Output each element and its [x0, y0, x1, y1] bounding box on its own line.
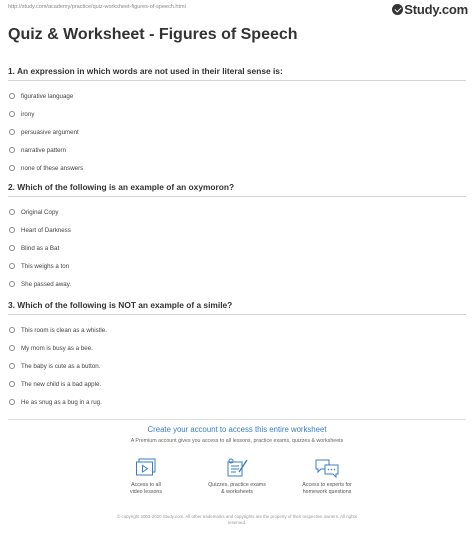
radio-icon[interactable]: [9, 363, 15, 369]
answer-label: Blind as a Bat: [21, 244, 60, 252]
answer-label: none of these answers: [21, 164, 84, 172]
feature-label-line2: video lessons: [129, 489, 163, 495]
feature-label-line1: Access to all: [131, 482, 161, 488]
answer-label: persuasive argument: [21, 128, 79, 136]
promo-subtitle: A Premium account gives you access to all lessons, practice exams, quizzes & worksheets: [130, 438, 344, 444]
answer-option[interactable]: [8, 159, 466, 177]
answer-label: He as snug as a bug in a rug.: [21, 398, 102, 406]
logo-text: Study.com: [404, 2, 468, 17]
feature-quizzes: [189, 458, 285, 496]
question-text: 3. Which of the following is NOT an example of a simile?: [8, 300, 466, 315]
answer-option[interactable]: [8, 393, 466, 411]
answer-label: irony: [21, 110, 35, 118]
radio-icon[interactable]: [9, 165, 15, 171]
checkmark-icon: [392, 4, 403, 15]
radio-icon[interactable]: [9, 147, 15, 153]
feature-experts: [279, 458, 375, 496]
feature-label-line1: Quizzes, practice exams: [208, 482, 266, 488]
answer-label: narrative pattern: [21, 146, 67, 154]
copyright-line2: reserved.: [227, 520, 247, 525]
feature-label-line2: homework questions: [302, 489, 352, 495]
quizzes-icon: [225, 458, 249, 478]
answer-option[interactable]: [8, 375, 466, 393]
question-text: 2. Which of the following is an example of an oxymoron?: [8, 182, 466, 197]
feature-video-lessons: [98, 458, 194, 496]
feature-label-line1: Access to experts for: [302, 482, 352, 488]
question-1: [8, 66, 466, 177]
answer-option[interactable]: [8, 339, 466, 357]
radio-icon[interactable]: [9, 245, 15, 251]
radio-icon[interactable]: [9, 281, 15, 287]
answer-option[interactable]: [8, 221, 466, 239]
answer-label: This weighs a ton: [21, 262, 70, 270]
answer-label: My mom is busy as a bee.: [21, 344, 93, 352]
page-title: Quiz & Worksheet - Figures of Speech: [8, 26, 298, 43]
question-text: 1. An expression in which words are not used in their literal sense is:: [8, 66, 466, 81]
chat-experts-icon: [314, 458, 340, 478]
answer-option[interactable]: [8, 203, 466, 221]
radio-icon[interactable]: [9, 381, 15, 387]
answer-option[interactable]: [8, 239, 466, 257]
answer-label: The baby is cute as a button.: [21, 362, 101, 370]
question-3: [8, 300, 466, 411]
radio-icon[interactable]: [9, 399, 15, 405]
answer-label: Original Copy: [21, 208, 59, 216]
radio-icon[interactable]: [9, 93, 15, 99]
answer-option[interactable]: [8, 321, 466, 339]
answer-option[interactable]: [8, 87, 466, 105]
radio-icon[interactable]: [9, 263, 15, 269]
answer-option[interactable]: [8, 123, 466, 141]
answer-label: figurative language: [21, 92, 74, 100]
answer-label: Heart of Darkness: [21, 226, 71, 234]
radio-icon[interactable]: [9, 227, 15, 233]
answer-label: This room is clean as a whistle.: [21, 326, 107, 334]
answer-option[interactable]: [8, 141, 466, 159]
promo-divider: [8, 419, 466, 420]
answer-label: The new child is a bad apple.: [21, 380, 102, 388]
study-logo[interactable]: [392, 2, 468, 17]
answer-label: She passed away.: [21, 280, 72, 288]
page-url: http://study.com/academy/practice/quiz-worksheet-figures-of-speech.html: [8, 4, 186, 10]
radio-icon[interactable]: [9, 209, 15, 215]
copyright-line1: © copyright 2003-2020 Study.com. All other trademarks and copyrights are the property of their respective owners. All rights: [117, 514, 357, 519]
answer-option[interactable]: [8, 357, 466, 375]
answer-option[interactable]: [8, 275, 466, 293]
copyright-footer: [0, 514, 474, 526]
feature-label-line2: & worksheets: [221, 489, 253, 495]
radio-icon[interactable]: [9, 345, 15, 351]
answer-option[interactable]: [8, 105, 466, 123]
radio-icon[interactable]: [9, 327, 15, 333]
answer-option[interactable]: [8, 257, 466, 275]
promo-title[interactable]: Create your account to access this entire worksheet: [147, 425, 327, 434]
question-2: [8, 182, 466, 293]
video-lessons-icon: [135, 458, 157, 478]
radio-icon[interactable]: [9, 129, 15, 135]
radio-icon[interactable]: [9, 111, 15, 117]
